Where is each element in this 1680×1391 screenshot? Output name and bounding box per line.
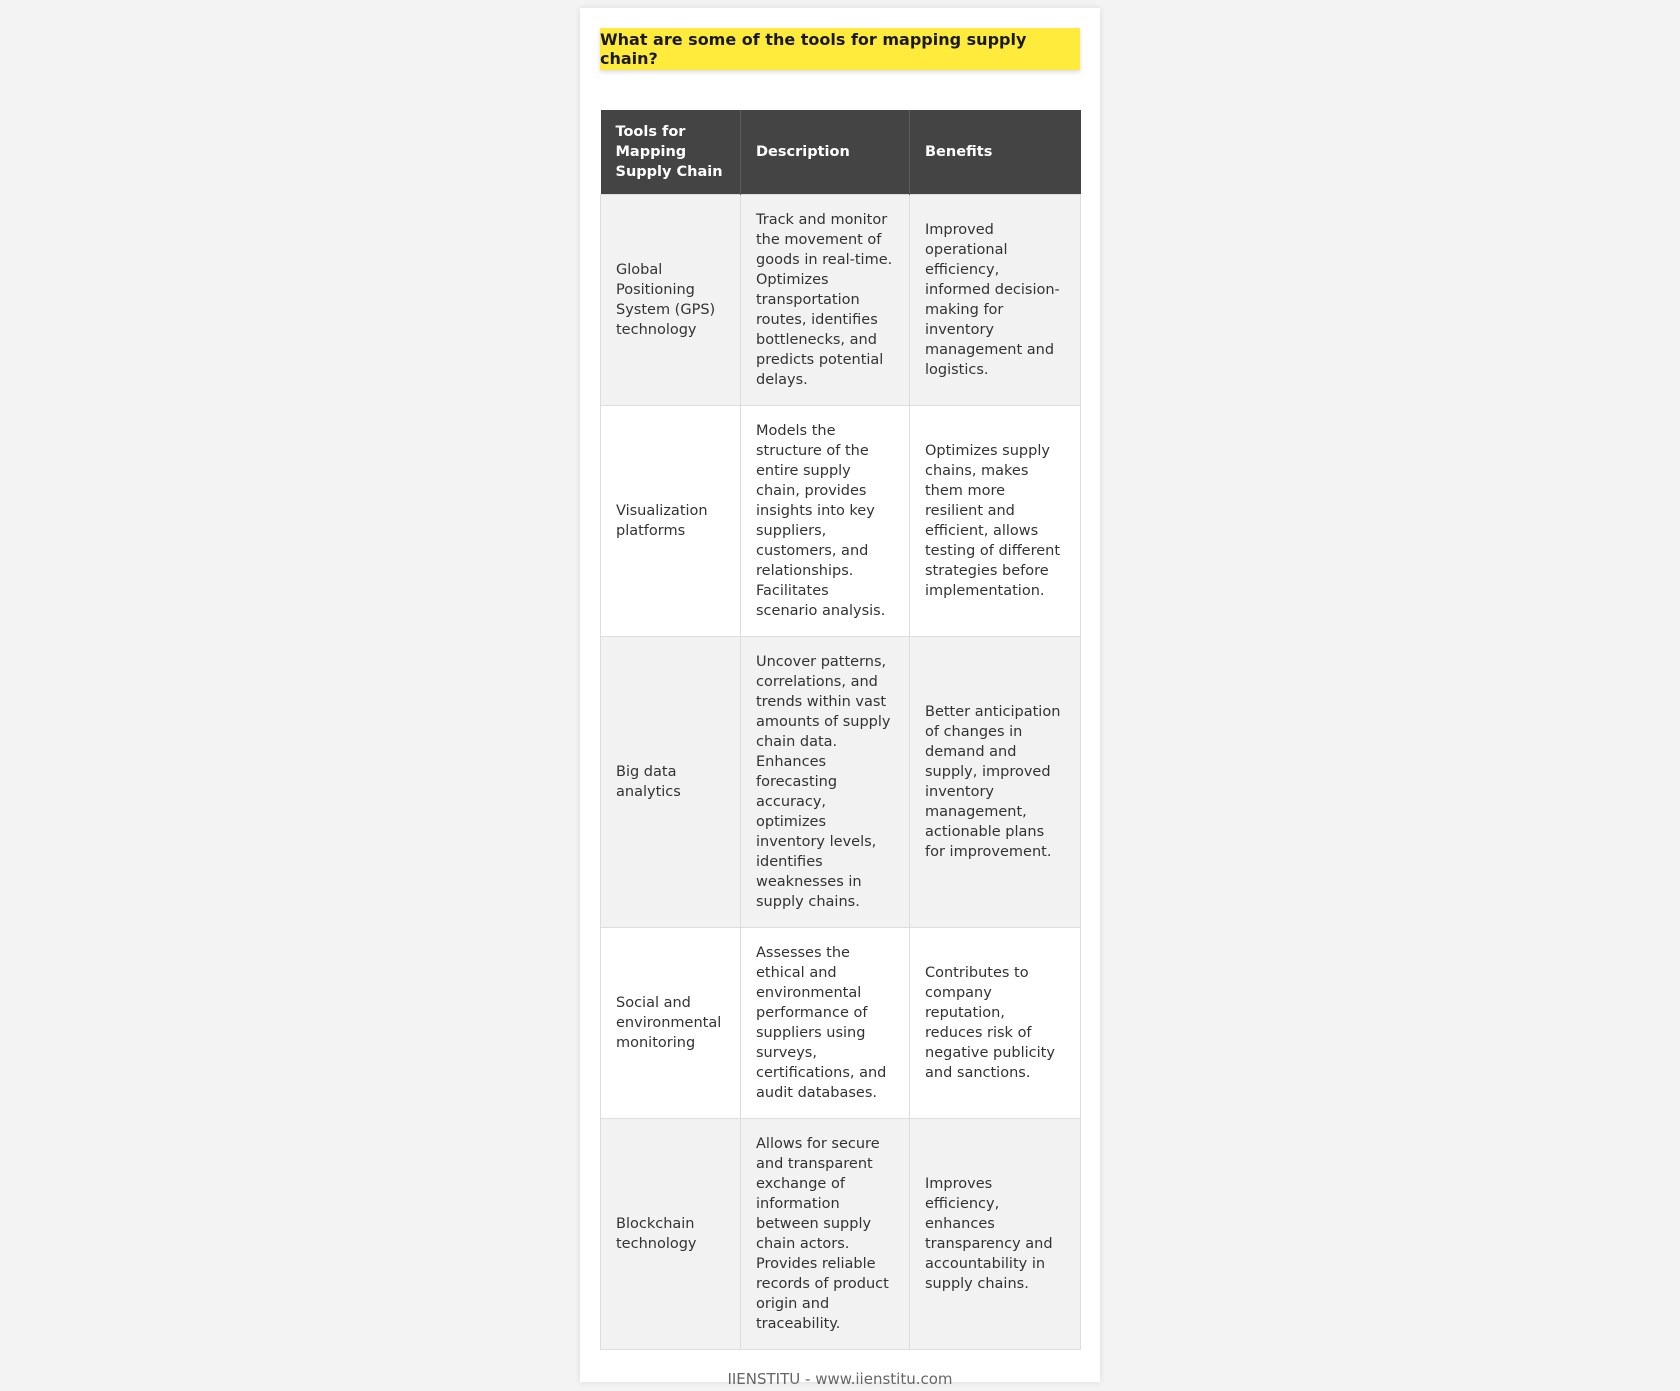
footer-credit: IIENSTITU - www.iienstitu.com (727, 1370, 953, 1388)
tools-table (600, 110, 1081, 1350)
description-cell: Uncover patterns, correlations, and trends within vast amounts of supply chain data. Enhances forecasting accuracy, optimizes inventory levels, identifies weaknesses in supply chains. (741, 637, 910, 928)
description-cell: Models the structure of the entire supply chain, provides insights into key suppliers, customers, and relationships. Facilitates scenario analysis. (741, 406, 910, 637)
tool-cell: Big data analytics (601, 637, 741, 928)
header-description: Description (741, 110, 910, 195)
table-row (601, 1119, 1081, 1350)
table-row (601, 195, 1081, 406)
tool-cell: Global Positioning System (GPS) technology (601, 195, 741, 406)
description-cell: Allows for secure and transparent exchange of information between supply chain actors. Provides reliable records of product origin and traceability. (741, 1119, 910, 1350)
benefits-cell: Improves efficiency, enhances transparency and accountability in supply chains. (910, 1119, 1081, 1350)
benefits-cell: Contributes to company reputation, reduces risk of negative publicity and sanctions. (910, 928, 1081, 1119)
benefits-cell: Better anticipation of changes in demand and supply, improved inventory management, actionable plans for improvement. (910, 637, 1081, 928)
content-card (580, 8, 1100, 1388)
benefits-cell: Improved operational efficiency, informed decision-making for inventory management and logistics. (910, 195, 1081, 406)
table-row (601, 406, 1081, 637)
header-tools: Tools for Mapping Supply Chain (601, 110, 741, 195)
tool-cell: Visualization platforms (601, 406, 741, 637)
description-cell: Track and monitor the movement of goods in real-time. Optimizes transportation routes, identifies bottlenecks, and predicts potential delays. (741, 195, 910, 406)
page-title: What are some of the tools for mapping supply chain? (600, 30, 1027, 68)
description-cell: Assesses the ethical and environmental performance of suppliers using surveys, certifications, and audit databases. (741, 928, 910, 1119)
title-banner (600, 28, 1080, 70)
table-row (601, 928, 1081, 1119)
tool-cell: Blockchain technology (601, 1119, 741, 1350)
header-benefits: Benefits (910, 110, 1081, 195)
table-header-row (601, 110, 1081, 195)
tool-cell: Social and environmental monitoring (601, 928, 741, 1119)
table-row (601, 637, 1081, 928)
benefits-cell: Optimizes supply chains, makes them more resilient and efficient, allows testing of different strategies before implementation. (910, 406, 1081, 637)
